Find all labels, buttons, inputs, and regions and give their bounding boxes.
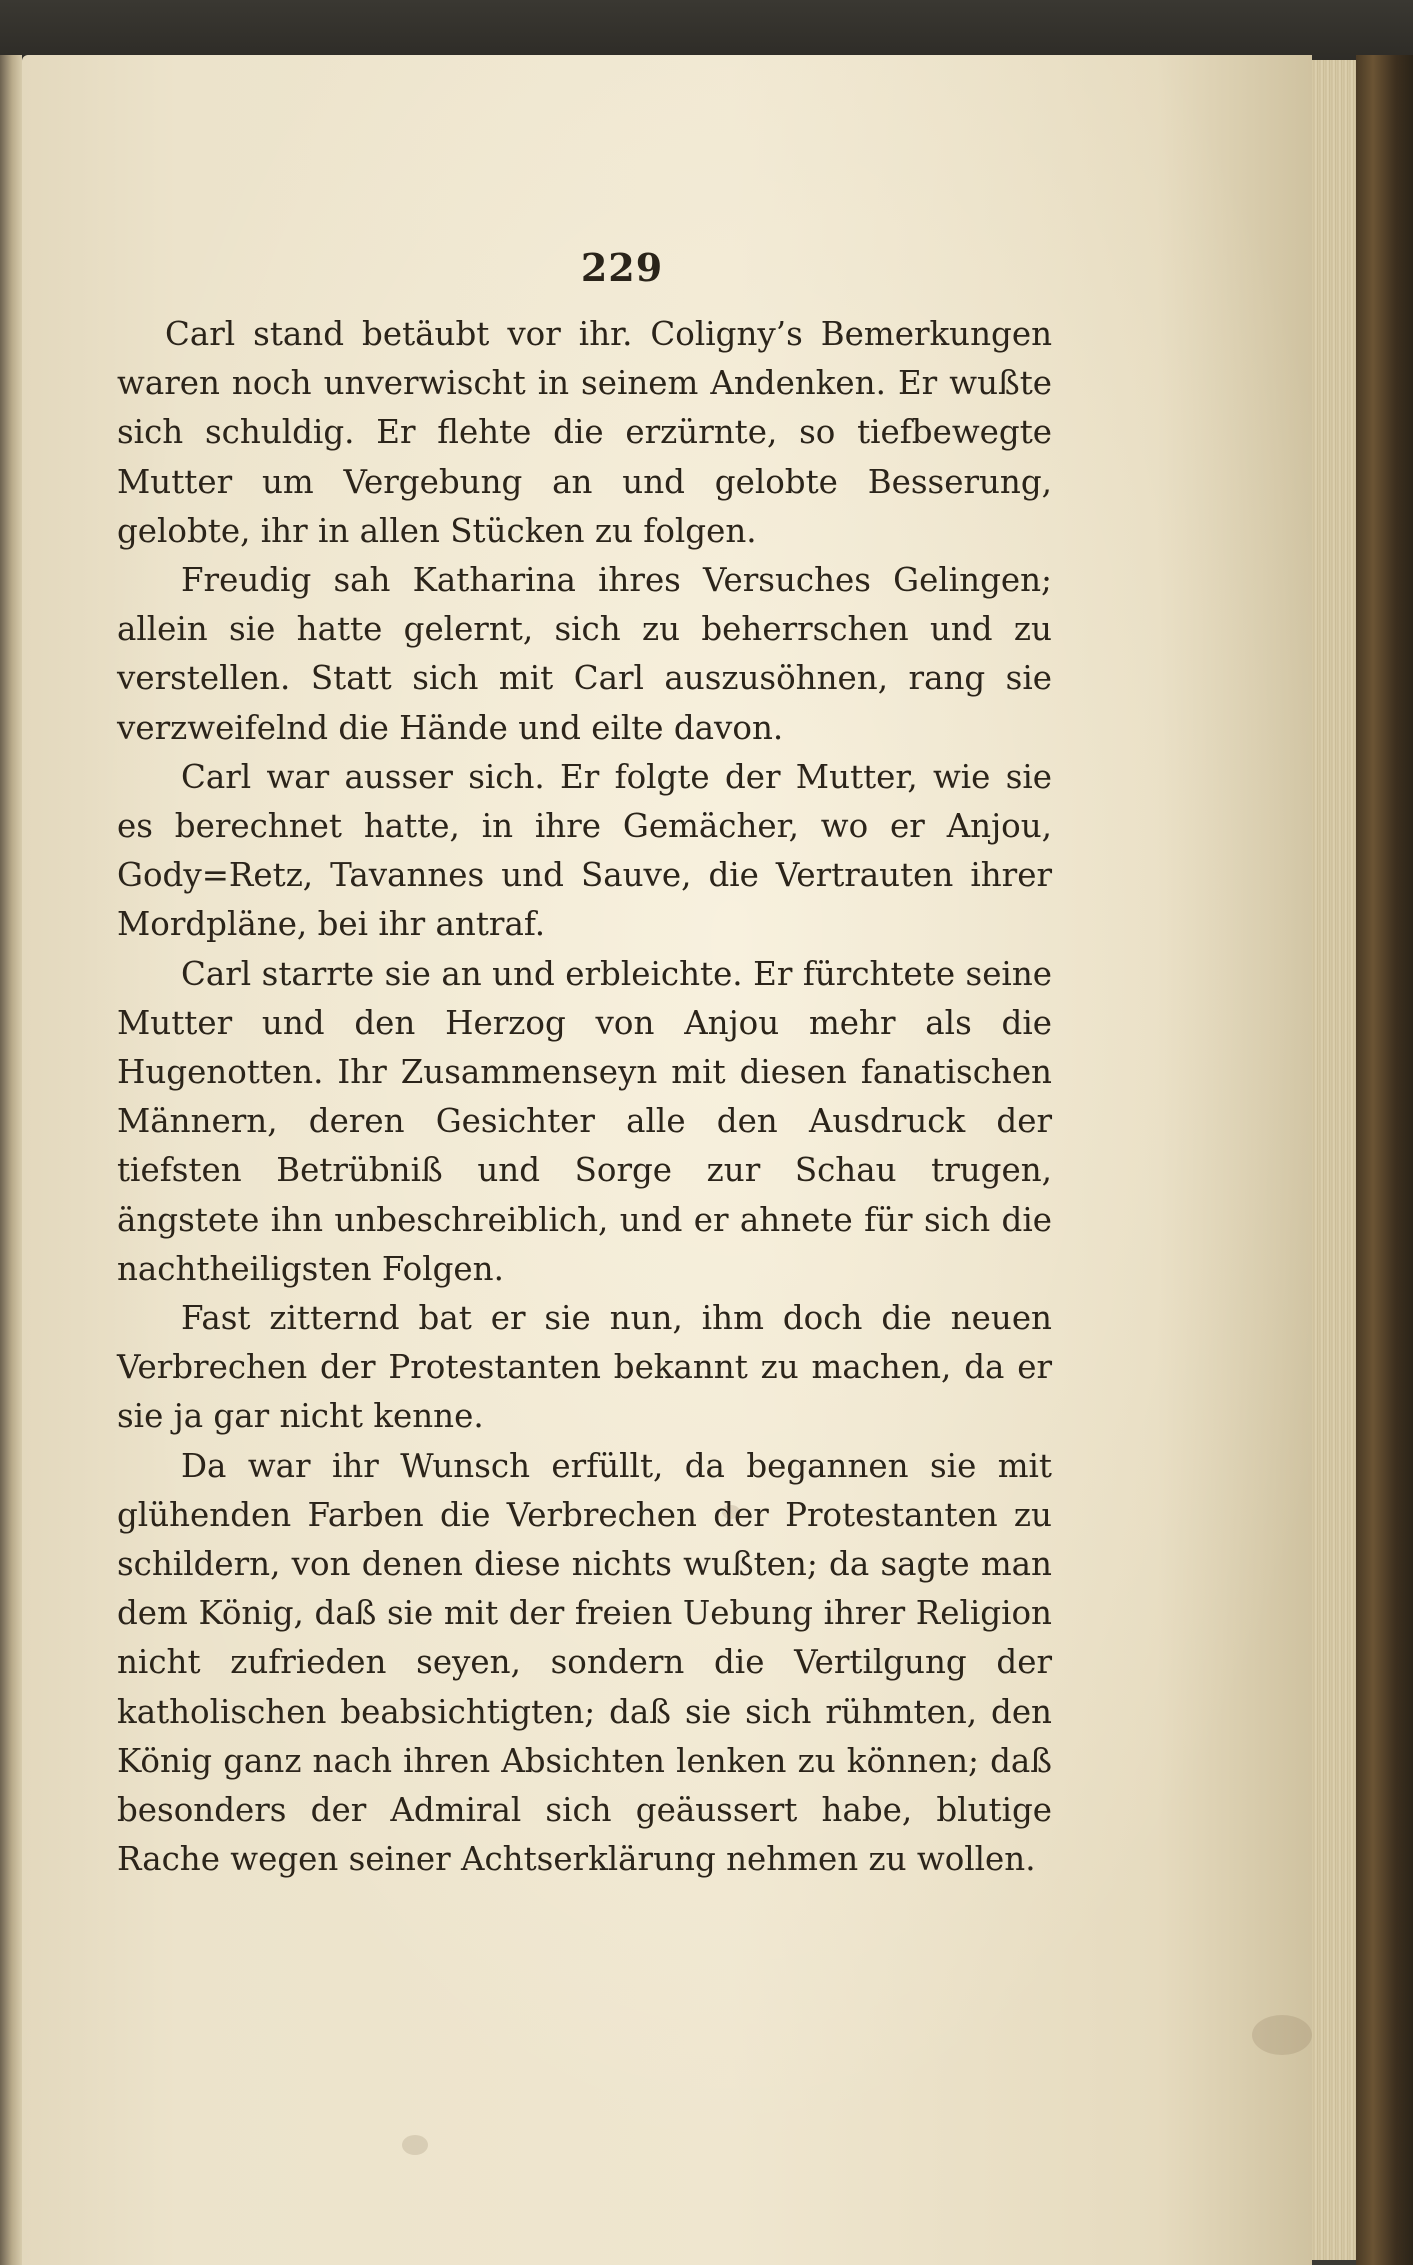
page-stack-edge — [1312, 60, 1356, 2260]
paragraph-2: Freudig sah Katharina ihres Versuches Gelingen; allein sie hatte gelernt, sich zu beherrschen und zu verstellen. Statt sich mit Carl auszusöhnen, rang sie verzweifelnd die Hände und eilte davon. — [117, 561, 1052, 747]
paragraph-4: Carl starrte sie an und erbleichte. Er fürchtete seine Mutter und den Herzog von Anjou mehr als die Hugenotten. Ihr Zusammenseyn mit diesen fanatischen Männern, deren Gesichter alle den Ausdruck der tiefsten Betrübniß und Sorge zur Schau trugen, ängstete ihn unbeschreiblich, und er ahnete für sich die nachtheiligsten Folgen. — [117, 954, 1052, 1288]
book-page — [22, 55, 1312, 2265]
page-number: 229 — [580, 245, 664, 290]
book-cover-edge — [1356, 55, 1413, 2265]
paragraph-3: Carl war ausser sich. Er folgte der Mutter, wie sie es berechnet hatte, in ihre Gemächer, wo er Anjou, Gody=Retz, Tavannes und Sauve, die Vertrauten ihrer Mordpläne, bei ihr antraf. — [117, 757, 1052, 944]
paper-stain — [1252, 2015, 1312, 2055]
paragraph-5: Fast zitternd bat er sie nun, ihm doch die neuen Verbrechen der Protestanten bekannt zu machen, da er sie ja gar nicht kenne. — [117, 1299, 1052, 1436]
body-text — [117, 310, 1052, 1885]
paper-stain — [402, 2135, 428, 2155]
paragraph-1: Carl stand betäubt vor ihr. Coligny’s Bemerkungen waren noch unverwischt in seinem Andenken. Er wußte sich schuldig. Er flehte die erzürnte, so tiefbewegte Mutter um Vergebung an und gelobte Besserung, gelobte, ihr in allen Stücken zu folgen. — [117, 315, 1052, 550]
paragraph-6: Da war ihr Wunsch erfüllt, da begannen sie mit glühenden Farben die Verbrechen der Protestanten zu schildern, von denen diese nichts wußten; da sagte man dem König, daß sie mit der freien Uebung ihrer Religion nicht zufrieden seyen, sondern die Vertilgung der katholischen beabsichtigten; daß sie sich rühmten, den König ganz nach ihren Absichten lenken zu können; daß besonders der Admiral sich geäussert habe, blutige Rache wegen seiner Achtserklärung nehmen zu wollen. — [117, 1446, 1052, 1879]
left-page-edge — [0, 55, 22, 2265]
